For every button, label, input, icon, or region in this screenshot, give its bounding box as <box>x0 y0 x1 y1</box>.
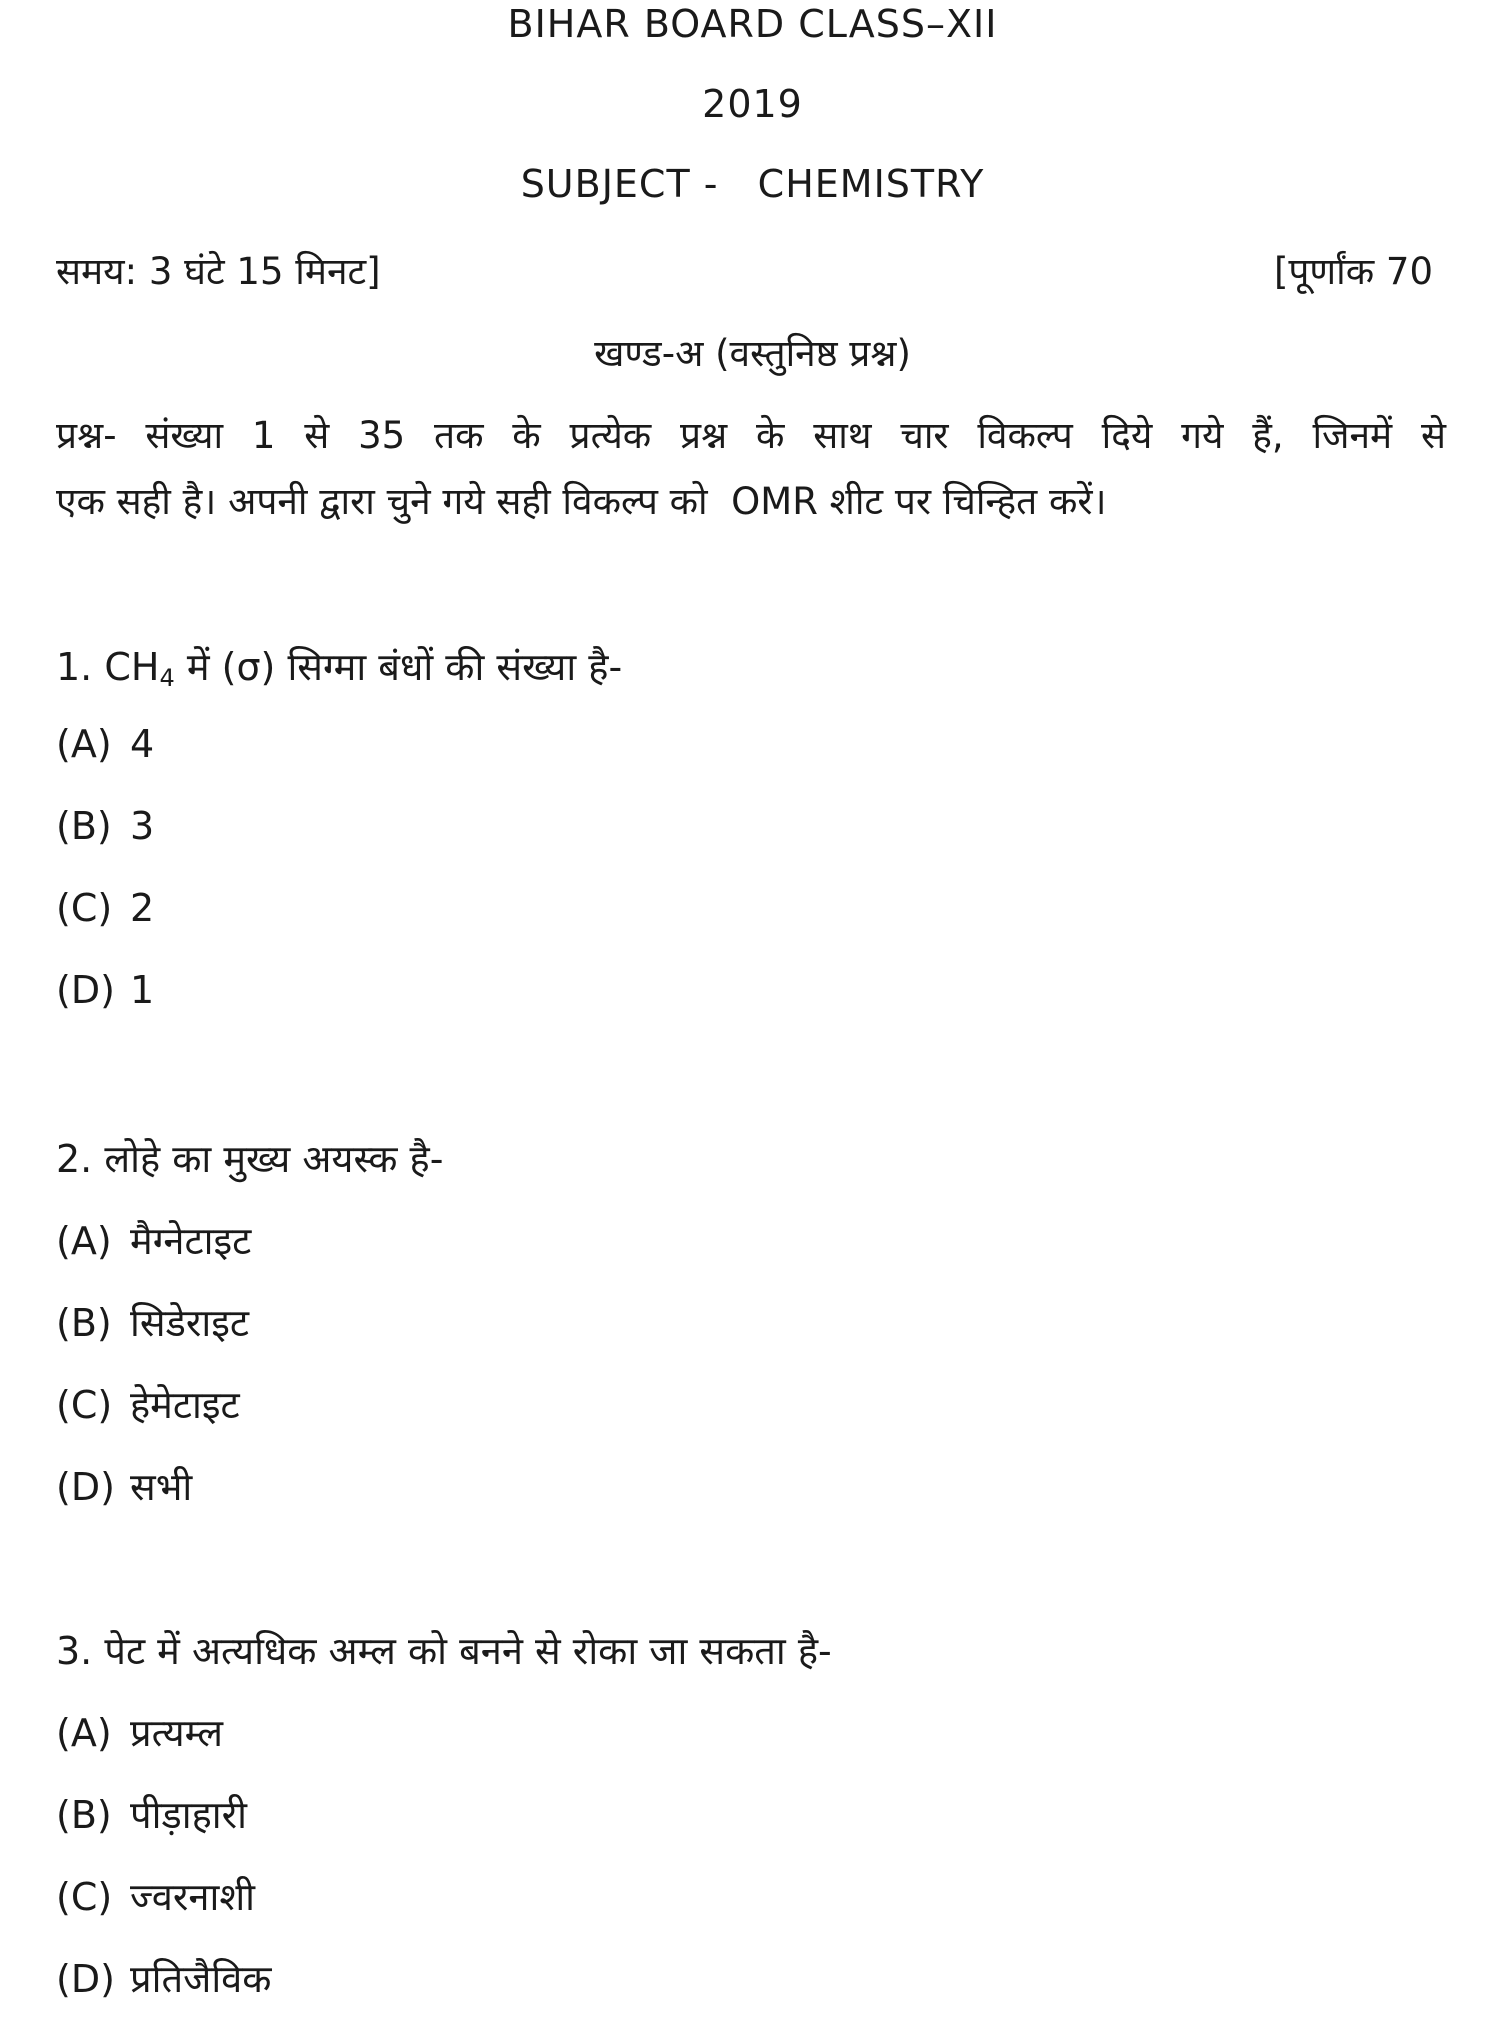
full-marks: [पूर्णांक 70 <box>1273 250 1433 293</box>
option-2a <box>56 1214 251 1266</box>
subject-title: SUBJECT - CHEMISTRY <box>520 162 985 206</box>
question-text: लोहे का मुख्य अयस्क है- <box>104 1137 444 1181</box>
question-2 <box>56 1132 443 1184</box>
option-label: (B) <box>56 1793 112 1837</box>
option-2b <box>56 1296 249 1348</box>
option-text: ज्वरनाशी <box>130 1875 256 1919</box>
question-1 <box>56 640 622 692</box>
question-text: पेट में अत्यधिक अम्ल को बनने से रोका जा सकता है- <box>104 1629 832 1673</box>
time-allowed: समय: 3 घंटे 15 मिनट] <box>56 250 381 293</box>
option-text: प्रत्यम्ल <box>130 1711 223 1755</box>
option-text: 2 <box>130 886 155 930</box>
option-label: (B) <box>56 1301 112 1345</box>
option-label: (C) <box>56 1875 113 1919</box>
option-label: (A) <box>56 1711 112 1755</box>
option-label: (D) <box>56 968 115 1012</box>
question-number: 2. <box>56 1137 93 1181</box>
option-label: (D) <box>56 1957 115 2001</box>
question-number: 3. <box>56 1629 93 1673</box>
instruction-line-1: प्रश्न- संख्या 1 से 35 तक के प्रत्येक प्रश्न के साथ चार विकल्प दिये गये हैं, जिनमें से <box>56 414 1446 457</box>
option-3a <box>56 1706 223 1758</box>
option-text: पीड़ाहारी <box>130 1793 248 1837</box>
option-text: सिडेराइट <box>130 1301 250 1345</box>
section-title: खण्ड-अ (वस्तुनिष्ठ प्रश्न) <box>594 332 911 375</box>
option-2c <box>56 1378 240 1430</box>
option-label: (C) <box>56 886 113 930</box>
option-text: 4 <box>130 722 155 766</box>
option-3c <box>56 1870 255 1922</box>
question-3 <box>56 1624 832 1676</box>
option-1c <box>56 886 154 930</box>
instruction-line-2: एक सही है। अपनी द्वारा चुने गये सही विकल्प को OMR शीट पर चिन्हित करें। <box>56 480 1107 523</box>
board-title: BIHAR BOARD CLASS–XII <box>507 2 998 46</box>
option-label: (A) <box>56 1219 112 1263</box>
option-3b <box>56 1788 247 1840</box>
option-3d <box>56 1952 271 2004</box>
question-number: 1. <box>56 645 93 689</box>
option-label: (A) <box>56 722 112 766</box>
option-1b <box>56 804 154 848</box>
option-text: हेमेटाइट <box>130 1383 240 1427</box>
option-label: (D) <box>56 1465 115 1509</box>
option-label: (B) <box>56 804 112 848</box>
option-text: 1 <box>130 968 155 1012</box>
exam-year: 2019 <box>702 82 803 126</box>
option-1a <box>56 722 154 766</box>
option-label: (C) <box>56 1383 113 1427</box>
option-1d <box>56 968 154 1012</box>
option-text: मैग्नेटाइट <box>130 1219 252 1263</box>
option-text: सभी <box>130 1465 193 1509</box>
option-text: 3 <box>130 804 155 848</box>
option-2d <box>56 1460 192 1512</box>
question-text: में (σ) सिग्मा बंधों की संख्या है- <box>174 645 623 689</box>
option-text: प्रतिजैविक <box>130 1957 272 2001</box>
formula: $CH_4$ <box>104 645 175 692</box>
